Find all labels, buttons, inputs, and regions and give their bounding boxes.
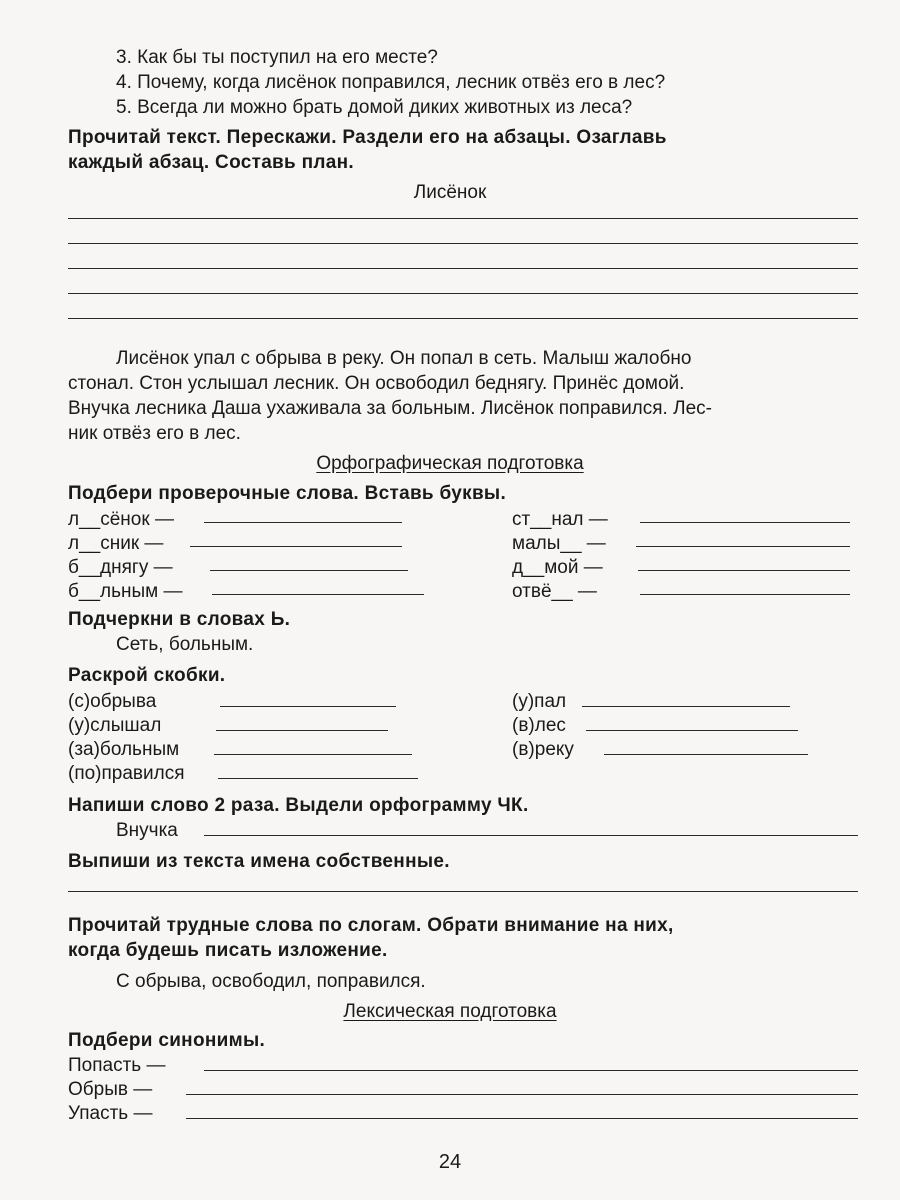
brackets-answer-left-2[interactable] (216, 730, 388, 731)
spelling-answer-left-2[interactable] (190, 546, 402, 547)
write-twice-task: Напиши слово 2 раза. Выдели орфограмму ЧК. (68, 795, 529, 816)
synonym-answer-2[interactable] (186, 1094, 858, 1095)
spelling-word-left-4: б__льным — (68, 581, 183, 602)
brackets-word-left-2: (у)слышал (68, 715, 162, 736)
story-title: Лисёнок (413, 182, 487, 203)
brackets-answer-left-1[interactable] (220, 706, 396, 707)
brackets-word-left-4: (по)правился (68, 763, 185, 784)
retell-task-line2: каждый абзац. Составь план. (68, 152, 354, 173)
plan-line-5[interactable] (68, 318, 858, 319)
plan-line-3[interactable] (68, 268, 858, 269)
hard-words-task-line1: Прочитай трудные слова по слогам. Обрати внимание на них, (68, 915, 674, 936)
brackets-word-left-1: (с)обрыва (68, 691, 157, 712)
proper-names-task: Выпиши из текста имена собственные. (68, 851, 450, 872)
spelling-word-right-4: отвё__ — (512, 581, 597, 602)
spelling-answer-right-2[interactable] (636, 546, 850, 547)
spelling-answer-left-4[interactable] (212, 594, 424, 595)
spelling-prep-heading: Орфографическая подготовка (316, 453, 584, 474)
spelling-answer-left-3[interactable] (210, 570, 408, 571)
spelling-answer-right-4[interactable] (640, 594, 850, 595)
spelling-word-right-2: малы__ — (512, 533, 606, 554)
story-line-4: ник отвёз его в лес. (68, 423, 241, 444)
synonym-word-1: Попасть — (68, 1055, 166, 1076)
story-line-1: Лисёнок упал с обрыва в реку. Он попал в сеть. Малыш жалобно (116, 348, 692, 369)
brackets-answer-left-3[interactable] (214, 754, 412, 755)
brackets-answer-right-1[interactable] (582, 706, 790, 707)
write-twice-word: Внучка (116, 820, 178, 841)
brackets-answer-right-3[interactable] (604, 754, 808, 755)
synonym-answer-3[interactable] (186, 1118, 858, 1119)
spelling-prep-task: Подбери проверочные слова. Вставь буквы. (68, 483, 507, 504)
plan-line-2[interactable] (68, 243, 858, 244)
synonym-answer-1[interactable] (204, 1070, 858, 1071)
brackets-task: Раскрой скобки. (68, 665, 226, 686)
plan-line-4[interactable] (68, 293, 858, 294)
brackets-word-right-1: (у)пал (512, 691, 567, 712)
question-3: 3. Как бы ты поступил на его месте? (116, 47, 438, 68)
story-line-2: стонал. Стон услышал лесник. Он освободил беднягу. Принёс домой. (68, 373, 685, 394)
spelling-word-left-3: б__днягу — (68, 557, 173, 578)
write-twice-answer[interactable] (204, 835, 858, 836)
page-number: 24 (438, 1151, 462, 1173)
question-4: 4. Почему, когда лисёнок поправился, лесник отвёз его в лес? (116, 72, 666, 93)
plan-line-1[interactable] (68, 218, 858, 219)
brackets-word-right-2: (в)лес (512, 715, 566, 736)
spelling-word-left-2: л__сник — (68, 533, 164, 554)
lexical-prep-heading: Лексическая подготовка (343, 1001, 557, 1022)
soft-sign-words: Сеть, больным. (116, 634, 254, 655)
brackets-word-left-3: (за)больным (68, 739, 180, 760)
spelling-answer-left-1[interactable] (204, 522, 402, 523)
spelling-word-right-1: ст__нал — (512, 509, 608, 530)
retell-task-line1: Прочитай текст. Перескажи. Раздели его на абзацы. Озаглавь (68, 127, 667, 148)
brackets-word-right-3: (в)реку (512, 739, 574, 760)
story-line-3: Внучка лесника Даша ухаживала за больным. Лисёнок поправился. Лес- (68, 398, 712, 419)
hard-words-list: С обрыва, освободил, поправился. (116, 971, 426, 992)
spelling-word-left-1: л__сёнок — (68, 509, 174, 530)
synonym-word-3: Упасть — (68, 1103, 153, 1124)
spelling-word-right-3: д__мой — (512, 557, 603, 578)
synonyms-task: Подбери синонимы. (68, 1030, 266, 1051)
synonym-word-2: Обрыв — (68, 1079, 153, 1100)
spelling-answer-right-1[interactable] (640, 522, 850, 523)
proper-names-answer[interactable] (68, 891, 858, 892)
question-5: 5. Всегда ли можно брать домой диких животных из леса? (116, 97, 633, 118)
hard-words-task-line2: когда будешь писать изложение. (68, 940, 388, 961)
spelling-answer-right-3[interactable] (638, 570, 850, 571)
brackets-answer-left-4[interactable] (218, 778, 418, 779)
brackets-answer-right-2[interactable] (586, 730, 798, 731)
soft-sign-task: Подчеркни в словах Ь. (68, 609, 291, 630)
